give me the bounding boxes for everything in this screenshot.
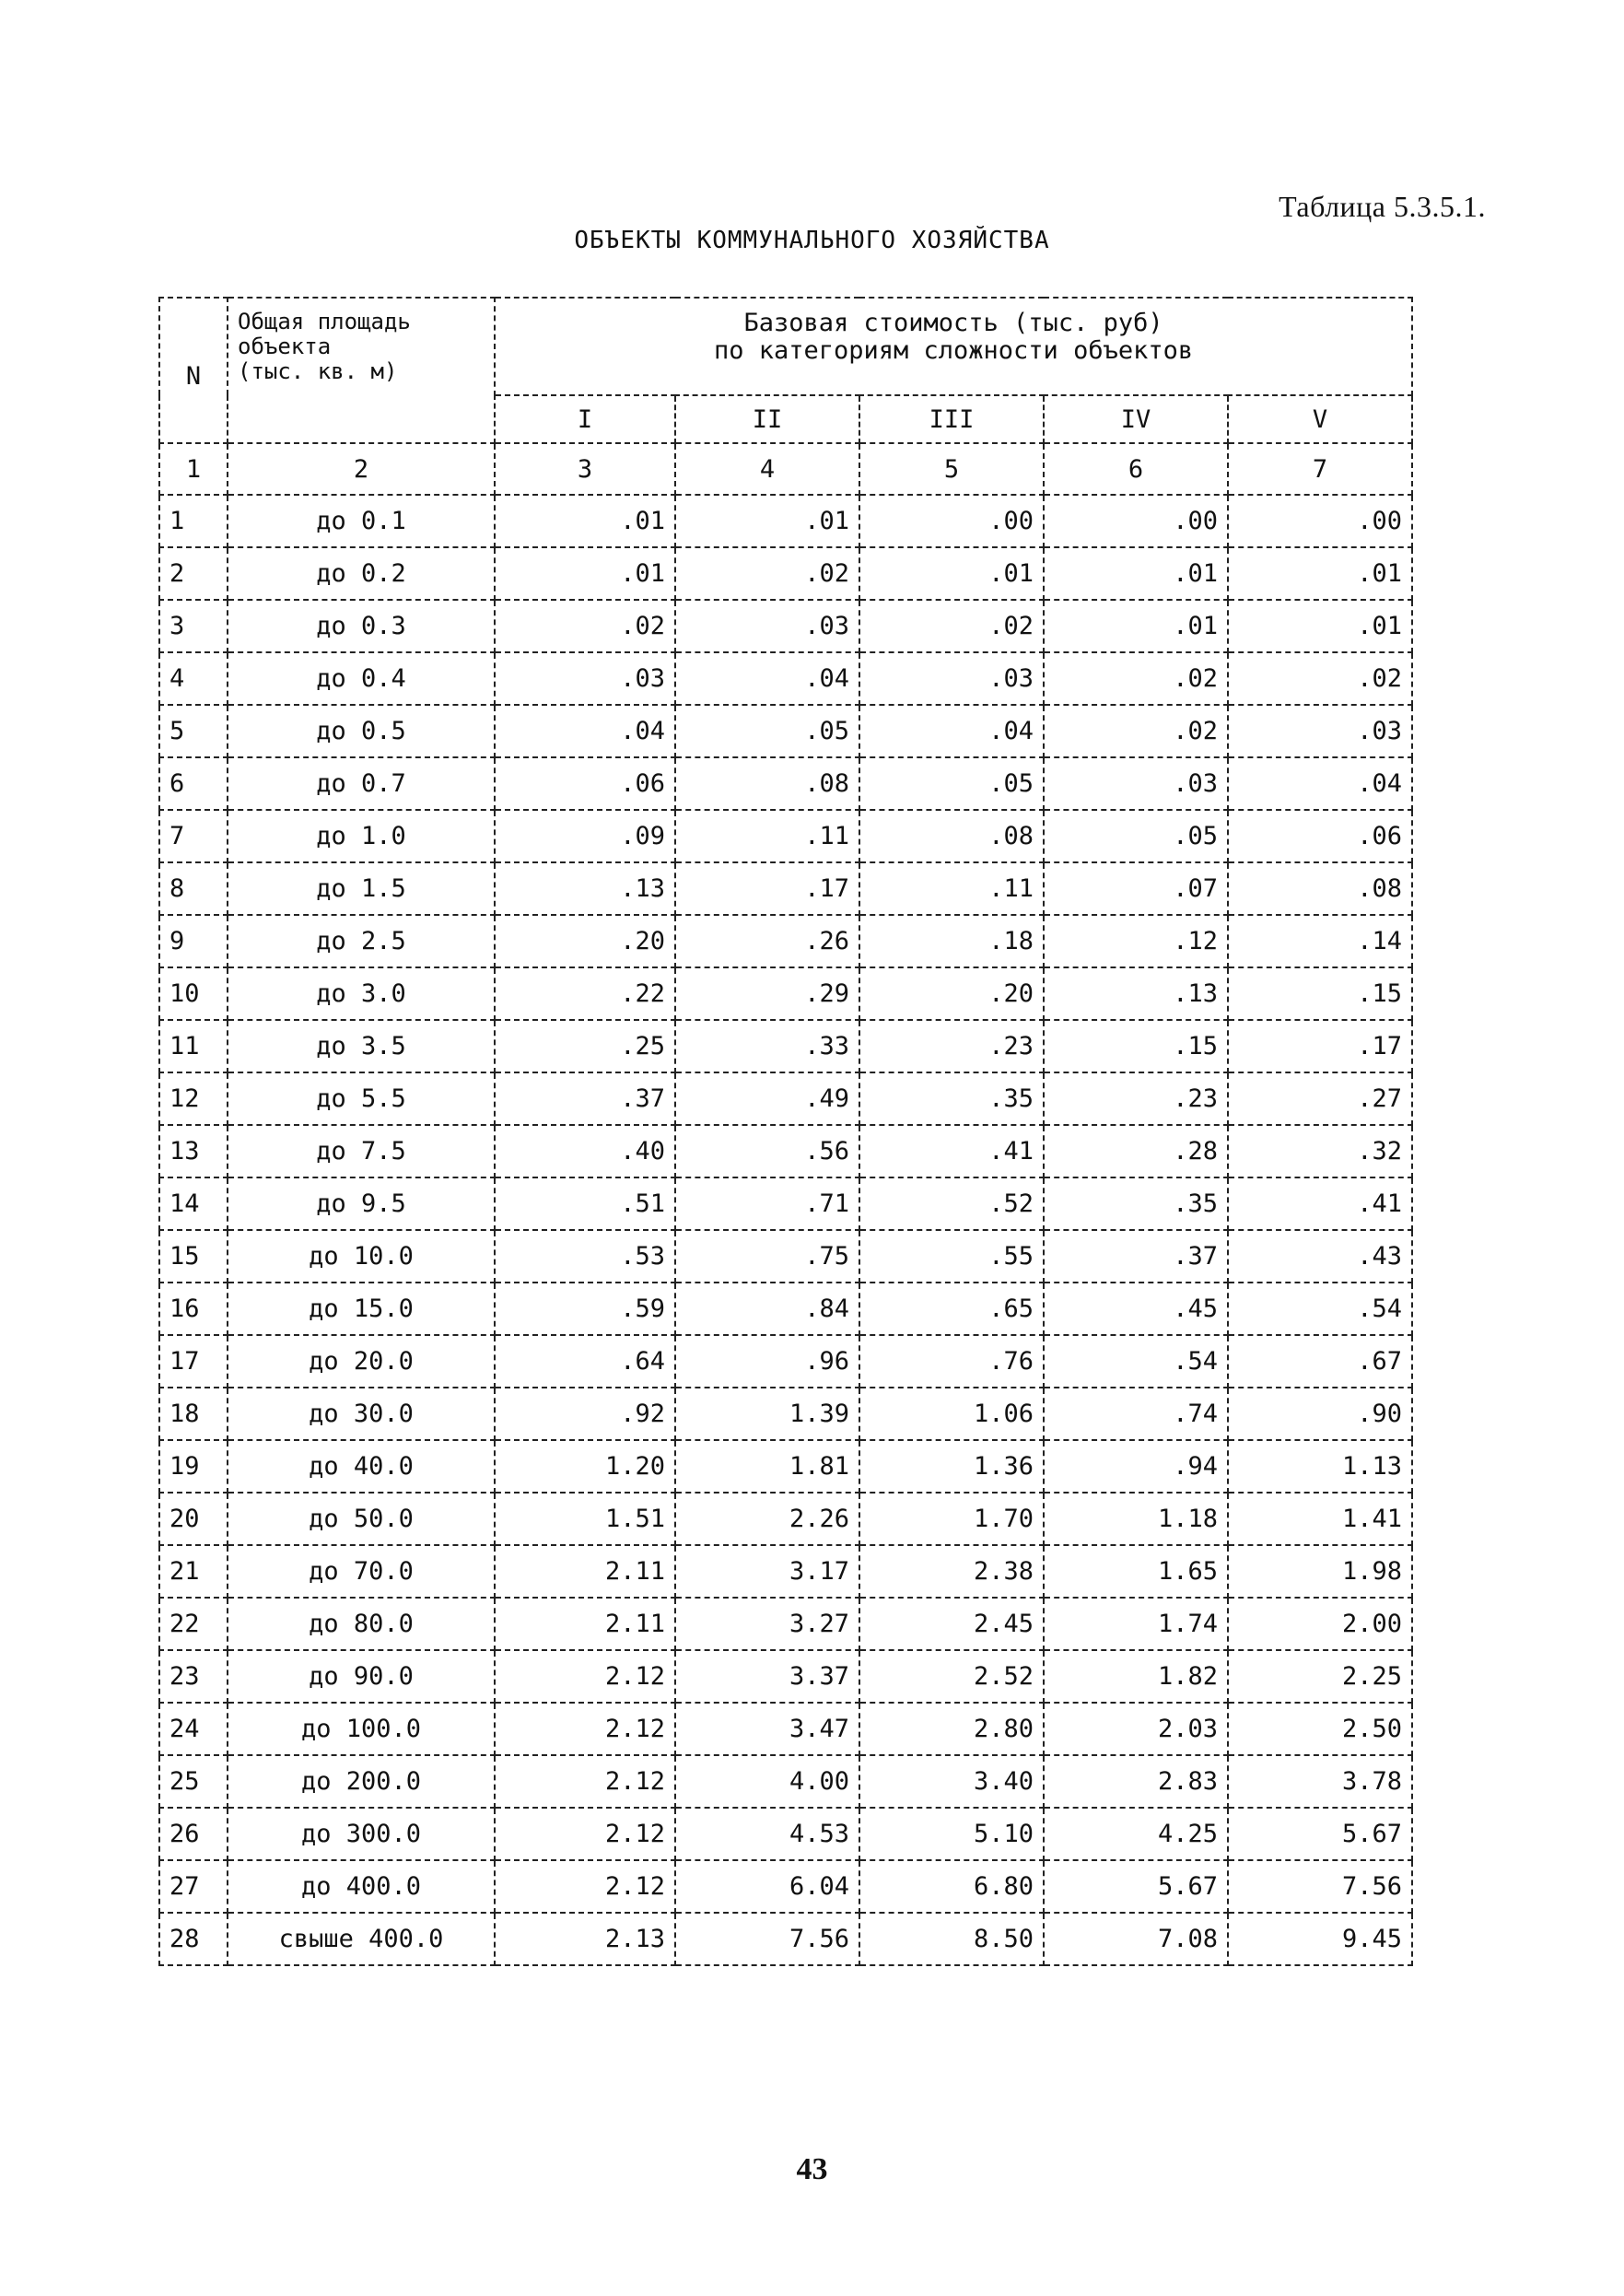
cost-cell: 3.47 (675, 1703, 859, 1755)
cost-cell: 2.13 (495, 1913, 675, 1965)
cost-cell: 4.00 (675, 1755, 859, 1808)
row-number-cell: 9 (159, 915, 228, 967)
table-row (159, 915, 1412, 967)
column-number: 1 (159, 443, 228, 495)
cost-cell: .41 (859, 1125, 1044, 1177)
cost-cell: .04 (1228, 757, 1412, 810)
table-row (159, 1177, 1412, 1230)
table-row (159, 1755, 1412, 1808)
cost-cell: .01 (495, 495, 675, 547)
table-row (159, 1388, 1412, 1440)
cost-cell: 2.26 (675, 1493, 859, 1545)
cost-cell: .12 (1044, 915, 1228, 967)
cost-cell: .04 (495, 705, 675, 757)
cost-cell: .35 (1044, 1177, 1228, 1230)
cost-cell: .84 (675, 1283, 859, 1335)
area-cell: до 50.0 (228, 1493, 495, 1545)
cost-cell: 2.00 (1228, 1598, 1412, 1650)
table-row (159, 862, 1412, 915)
cost-cell: .45 (1044, 1283, 1228, 1335)
cost-cell: .13 (495, 862, 675, 915)
row-number-cell: 18 (159, 1388, 228, 1440)
cost-cell: 2.12 (495, 1755, 675, 1808)
cost-cell: .03 (495, 652, 675, 705)
cost-cell: .54 (1228, 1283, 1412, 1335)
table-row (159, 547, 1412, 600)
cost-cell: 1.82 (1044, 1650, 1228, 1703)
cost-cell: .90 (1228, 1388, 1412, 1440)
cost-cell: .59 (495, 1283, 675, 1335)
cost-cell: .74 (1044, 1388, 1228, 1440)
cost-cell: .20 (859, 967, 1044, 1020)
area-cell: до 7.5 (228, 1125, 495, 1177)
table-row (159, 1125, 1412, 1177)
cost-cell: .04 (859, 705, 1044, 757)
cost-cell: 2.12 (495, 1808, 675, 1860)
row-number-cell: 11 (159, 1020, 228, 1072)
header-area-line3: (тыс. кв. м) (238, 358, 398, 384)
area-cell: до 80.0 (228, 1598, 495, 1650)
table-row (159, 1545, 1412, 1598)
cost-cell: 2.12 (495, 1860, 675, 1913)
cost-cell: 1.20 (495, 1440, 675, 1493)
cost-cell: 1.06 (859, 1388, 1044, 1440)
cost-cell: .08 (675, 757, 859, 810)
row-number-cell: 27 (159, 1860, 228, 1913)
cost-cell: .41 (1228, 1177, 1412, 1230)
page-number: 43 (796, 2152, 828, 2186)
cost-cell: .02 (859, 600, 1044, 652)
cost-cell: .15 (1044, 1020, 1228, 1072)
row-number-cell: 7 (159, 810, 228, 862)
cost-cell: .20 (495, 915, 675, 967)
category-header: V (1228, 395, 1412, 443)
cost-cell: 1.36 (859, 1440, 1044, 1493)
table-row (159, 1335, 1412, 1388)
cost-cell: .55 (859, 1230, 1044, 1283)
cost-cell: .13 (1044, 967, 1228, 1020)
cost-cell: .00 (859, 495, 1044, 547)
cost-cell: 6.80 (859, 1860, 1044, 1913)
cost-cell: .37 (495, 1072, 675, 1125)
table-row (159, 1598, 1412, 1650)
cost-cell: .03 (1044, 757, 1228, 810)
cost-cell: .09 (495, 810, 675, 862)
cost-cell: 2.50 (1228, 1703, 1412, 1755)
cost-cell: 1.81 (675, 1440, 859, 1493)
area-cell: до 3.0 (228, 967, 495, 1020)
table-row (159, 757, 1412, 810)
cost-cell: .71 (675, 1177, 859, 1230)
cost-cell: .28 (1044, 1125, 1228, 1177)
area-cell: до 9.5 (228, 1177, 495, 1230)
cost-cell: 1.65 (1044, 1545, 1228, 1598)
cost-cell: .01 (859, 547, 1044, 600)
area-cell: до 0.3 (228, 600, 495, 652)
row-number-cell: 13 (159, 1125, 228, 1177)
row-number-cell: 8 (159, 862, 228, 915)
cost-cell: 1.41 (1228, 1493, 1412, 1545)
cost-cell: 7.56 (675, 1913, 859, 1965)
header-cost-line1: Базовая стоимость (тыс. руб) (743, 309, 1163, 337)
cost-cell: .15 (1228, 967, 1412, 1020)
area-cell: до 0.2 (228, 547, 495, 600)
table-row (159, 1230, 1412, 1283)
header-cost-line2: по категориям сложности объектов (713, 336, 1194, 365)
table-row (159, 1913, 1412, 1965)
area-cell: до 1.5 (228, 862, 495, 915)
area-cell: до 5.5 (228, 1072, 495, 1125)
cost-cell: .14 (1228, 915, 1412, 967)
area-cell: до 40.0 (228, 1440, 495, 1493)
cost-cell: .00 (1228, 495, 1412, 547)
row-number-cell: 21 (159, 1545, 228, 1598)
area-cell: до 1.0 (228, 810, 495, 862)
table-row (159, 705, 1412, 757)
header-cost (495, 298, 1412, 395)
page-title: ОБЪЕКТЫ КОММУНАЛЬНОГО ХОЗЯЙСТВА (574, 227, 1050, 254)
cost-cell: .25 (495, 1020, 675, 1072)
cost-cell: 2.03 (1044, 1703, 1228, 1755)
cost-cell: .07 (1044, 862, 1228, 915)
area-cell: до 20.0 (228, 1335, 495, 1388)
row-number-cell: 28 (159, 1913, 228, 1965)
cost-cell: .32 (1228, 1125, 1412, 1177)
table-row (159, 1283, 1412, 1335)
row-number-cell: 10 (159, 967, 228, 1020)
area-cell: до 300.0 (228, 1808, 495, 1860)
row-number-cell: 6 (159, 757, 228, 810)
header-area-line2: объекта (238, 334, 332, 359)
cost-cell: 2.11 (495, 1545, 675, 1598)
table-row (159, 1493, 1412, 1545)
cost-cell: 1.98 (1228, 1545, 1412, 1598)
cost-cell: .56 (675, 1125, 859, 1177)
cost-cell: .02 (1228, 652, 1412, 705)
cost-cell: .02 (1044, 652, 1228, 705)
cost-cell: .35 (859, 1072, 1044, 1125)
area-cell: до 0.5 (228, 705, 495, 757)
row-number-cell: 17 (159, 1335, 228, 1388)
header-area-line1: Общая площадь (238, 309, 411, 334)
column-number: 4 (675, 443, 859, 495)
cost-cell: .02 (495, 600, 675, 652)
cost-cell: .76 (859, 1335, 1044, 1388)
table-row (159, 1860, 1412, 1913)
table-row (159, 810, 1412, 862)
row-number-cell: 14 (159, 1177, 228, 1230)
cost-cell: 1.74 (1044, 1598, 1228, 1650)
cost-cell: 5.10 (859, 1808, 1044, 1860)
category-header: I (495, 395, 675, 443)
cost-cell: .00 (1044, 495, 1228, 547)
cost-cell: .92 (495, 1388, 675, 1440)
table-label: Таблица 5.3.5.1. (1279, 190, 1486, 223)
table-row (159, 1440, 1412, 1493)
cost-cell: .75 (675, 1230, 859, 1283)
row-number-cell: 2 (159, 547, 228, 600)
cost-cell: .01 (1228, 547, 1412, 600)
cost-cell: .03 (675, 600, 859, 652)
cost-cell: .96 (675, 1335, 859, 1388)
cost-cell: .01 (495, 547, 675, 600)
area-cell: до 0.7 (228, 757, 495, 810)
cost-cell: .11 (675, 810, 859, 862)
row-number-cell: 1 (159, 495, 228, 547)
cost-cell: .53 (495, 1230, 675, 1283)
cost-cell: .01 (675, 495, 859, 547)
cost-cell: 2.11 (495, 1598, 675, 1650)
cost-cell: .01 (1228, 600, 1412, 652)
row-number-cell: 16 (159, 1283, 228, 1335)
column-number: 5 (859, 443, 1044, 495)
header-n: N (159, 298, 228, 443)
cost-cell: 1.51 (495, 1493, 675, 1545)
cost-cell: .22 (495, 967, 675, 1020)
cost-table (158, 297, 1413, 1966)
area-cell: до 2.5 (228, 915, 495, 967)
row-number-cell: 22 (159, 1598, 228, 1650)
column-number-row (159, 443, 1412, 495)
cost-cell: .43 (1228, 1230, 1412, 1283)
area-cell: до 3.5 (228, 1020, 495, 1072)
area-cell: до 0.1 (228, 495, 495, 547)
cost-cell: .18 (859, 915, 1044, 967)
area-cell: до 100.0 (228, 1703, 495, 1755)
table-row (159, 967, 1412, 1020)
cost-cell: 1.39 (675, 1388, 859, 1440)
cost-cell: .06 (1228, 810, 1412, 862)
cost-cell: .65 (859, 1283, 1044, 1335)
cost-cell: .64 (495, 1335, 675, 1388)
column-number: 3 (495, 443, 675, 495)
category-header: II (675, 395, 859, 443)
cost-cell: 2.80 (859, 1703, 1044, 1755)
cost-cell: .51 (495, 1177, 675, 1230)
cost-cell: 2.52 (859, 1650, 1044, 1703)
category-header: IV (1044, 395, 1228, 443)
cost-cell: .49 (675, 1072, 859, 1125)
table-row (159, 652, 1412, 705)
area-cell: до 30.0 (228, 1388, 495, 1440)
cost-cell: 2.12 (495, 1703, 675, 1755)
table-row (159, 600, 1412, 652)
cost-cell: .33 (675, 1020, 859, 1072)
cost-cell: .26 (675, 915, 859, 967)
area-cell: до 70.0 (228, 1545, 495, 1598)
cost-cell: 6.04 (675, 1860, 859, 1913)
cost-cell: 3.17 (675, 1545, 859, 1598)
cost-cell: .40 (495, 1125, 675, 1177)
cost-cell: 1.70 (859, 1493, 1044, 1545)
area-cell: до 10.0 (228, 1230, 495, 1283)
header-area (228, 298, 495, 443)
cost-cell: .54 (1044, 1335, 1228, 1388)
cost-cell: 1.13 (1228, 1440, 1412, 1493)
column-number: 7 (1228, 443, 1412, 495)
cost-cell: 7.08 (1044, 1913, 1228, 1965)
column-number: 2 (228, 443, 495, 495)
area-cell: до 200.0 (228, 1755, 495, 1808)
table-row (159, 1703, 1412, 1755)
table-row (159, 1072, 1412, 1125)
cost-cell: 1.18 (1044, 1493, 1228, 1545)
cost-cell: .27 (1228, 1072, 1412, 1125)
row-number-cell: 24 (159, 1703, 228, 1755)
cost-cell: .17 (1228, 1020, 1412, 1072)
cost-cell: .37 (1044, 1230, 1228, 1283)
row-number-cell: 5 (159, 705, 228, 757)
cost-cell: .05 (1044, 810, 1228, 862)
category-header: III (859, 395, 1044, 443)
table-row (159, 1650, 1412, 1703)
cost-table-container (158, 297, 1411, 1966)
cost-cell: .05 (675, 705, 859, 757)
row-number-cell: 15 (159, 1230, 228, 1283)
cost-cell: .23 (859, 1020, 1044, 1072)
cost-cell: .94 (1044, 1440, 1228, 1493)
row-number-cell: 12 (159, 1072, 228, 1125)
row-number-cell: 19 (159, 1440, 228, 1493)
cost-cell: 3.78 (1228, 1755, 1412, 1808)
cost-cell: .02 (675, 547, 859, 600)
area-cell: до 400.0 (228, 1860, 495, 1913)
table-row (159, 495, 1412, 547)
cost-cell: .04 (675, 652, 859, 705)
area-cell: до 90.0 (228, 1650, 495, 1703)
header-row (159, 298, 1412, 395)
cost-cell: .06 (495, 757, 675, 810)
cost-cell: 5.67 (1228, 1808, 1412, 1860)
cost-cell: 2.38 (859, 1545, 1044, 1598)
cost-cell: .01 (1044, 547, 1228, 600)
table-body (159, 495, 1412, 1965)
cost-cell: .03 (859, 652, 1044, 705)
cost-cell: .29 (675, 967, 859, 1020)
row-number-cell: 23 (159, 1650, 228, 1703)
cost-cell: 2.83 (1044, 1755, 1228, 1808)
area-cell: до 15.0 (228, 1283, 495, 1335)
cost-cell: 3.37 (675, 1650, 859, 1703)
cost-cell: 2.12 (495, 1650, 675, 1703)
cost-cell: .03 (1228, 705, 1412, 757)
cost-cell: .08 (1228, 862, 1412, 915)
row-number-cell: 3 (159, 600, 228, 652)
cost-cell: .52 (859, 1177, 1044, 1230)
cost-cell: .17 (675, 862, 859, 915)
cost-cell: .02 (1044, 705, 1228, 757)
column-number: 6 (1044, 443, 1228, 495)
cost-cell: 7.56 (1228, 1860, 1412, 1913)
cost-cell: .08 (859, 810, 1044, 862)
cost-cell: 4.53 (675, 1808, 859, 1860)
cost-cell: .23 (1044, 1072, 1228, 1125)
row-number-cell: 4 (159, 652, 228, 705)
row-number-cell: 20 (159, 1493, 228, 1545)
cost-cell: 2.45 (859, 1598, 1044, 1650)
cost-cell: .01 (1044, 600, 1228, 652)
cost-cell: 9.45 (1228, 1913, 1412, 1965)
cost-cell: .05 (859, 757, 1044, 810)
cost-cell: .67 (1228, 1335, 1412, 1388)
cost-cell: 3.40 (859, 1755, 1044, 1808)
cost-cell: 2.25 (1228, 1650, 1412, 1703)
table-row (159, 1808, 1412, 1860)
cost-cell: .11 (859, 862, 1044, 915)
cost-cell: 8.50 (859, 1913, 1044, 1965)
area-cell: до 0.4 (228, 652, 495, 705)
row-number-cell: 26 (159, 1808, 228, 1860)
row-number-cell: 25 (159, 1755, 228, 1808)
cost-cell: 5.67 (1044, 1860, 1228, 1913)
cost-cell: 4.25 (1044, 1808, 1228, 1860)
table-row (159, 1020, 1412, 1072)
area-cell: свыше 400.0 (228, 1913, 495, 1965)
cost-cell: 3.27 (675, 1598, 859, 1650)
